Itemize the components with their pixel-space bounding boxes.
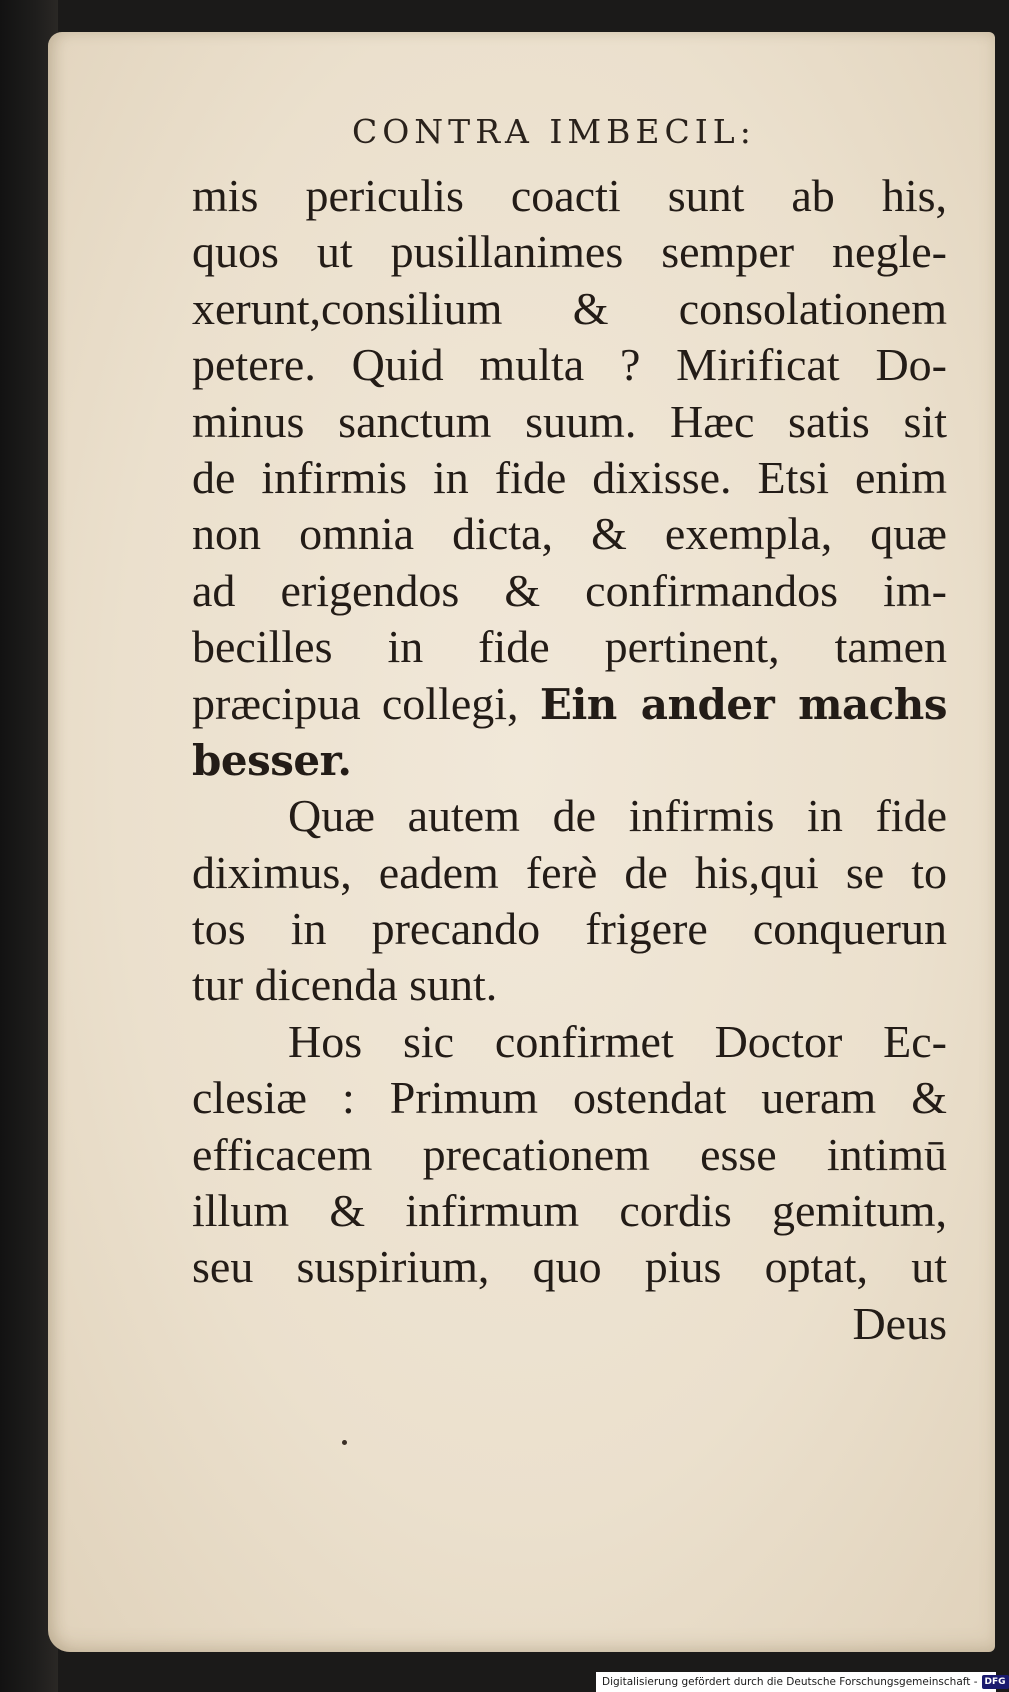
line-text: clesiæ : Primum ostendat ueram & [192,1072,947,1124]
text-line [192,1014,947,1070]
text-line [192,1127,947,1183]
line-text: ad erigendos & confirmandos im- [192,564,947,616]
text-line [192,506,947,562]
line-text: efficacem precationem esse intimū [192,1128,947,1180]
line-text: tur dicenda sunt. [192,959,498,1011]
text-line [192,337,947,393]
line-text: seu suspirium, quo pius optat, ut [192,1241,947,1293]
line-text: Quæ autem de infirmis in fide [288,790,947,842]
blackletter-phrase: Ein ander machs [539,679,947,729]
text-line [192,957,947,1013]
text-line [192,732,947,788]
line-text: de infirmis in fide dixisse. Etsi enim [192,451,947,503]
text-line [192,788,947,844]
blackletter-phrase: besser. [192,735,352,785]
text-line [192,224,947,280]
line-text: diximus, eadem ferè de his,qui se to [192,846,947,898]
text-line [192,619,947,675]
line-text: becilles in fide pertinent, tamen [192,621,947,673]
line-text: petere. Quid multa ? Mirificat Do- [192,339,947,391]
text-line [192,1183,947,1239]
text-line [192,1296,947,1352]
digitization-credit [596,1672,1006,1692]
text-line [192,450,947,506]
line-text: mis periculis coacti sunt ab his, [192,170,947,221]
text-line [192,1239,947,1295]
ink-speck [342,1440,347,1445]
line-text: xerunt,consilium & consolationem [192,282,947,334]
text-line [192,1070,947,1126]
page-text [192,168,947,1352]
text-line [192,845,947,901]
text-line [192,676,947,732]
text-line [192,901,947,957]
running-head: CONTRA IMBECIL: [352,112,756,151]
line-text: quos ut pusillanimes semper negle- [192,226,947,278]
dfg-logo-icon: DFG [982,1675,1009,1689]
line-text: non omnia dicta, & exempla, quæ [192,508,947,560]
line-text: illum & infirmum cordis gemitum, [192,1185,947,1237]
line-text: tos in precando frigere conquerun [192,903,947,955]
text-line [192,281,947,337]
text-line [192,394,947,450]
line-text: minus sanctum suum. Hæc satis sit [192,395,947,447]
credit-text: Digitalisierung gefördert durch die Deutsche Forschungsgemeinschaft - [602,1676,978,1688]
line-text: Deus [852,1297,947,1349]
text-line [192,168,947,224]
text-line [192,563,947,619]
line-text: Hos sic confirmet Doctor Ec- [288,1015,947,1067]
line-text: præcipua collegi, [192,677,540,729]
